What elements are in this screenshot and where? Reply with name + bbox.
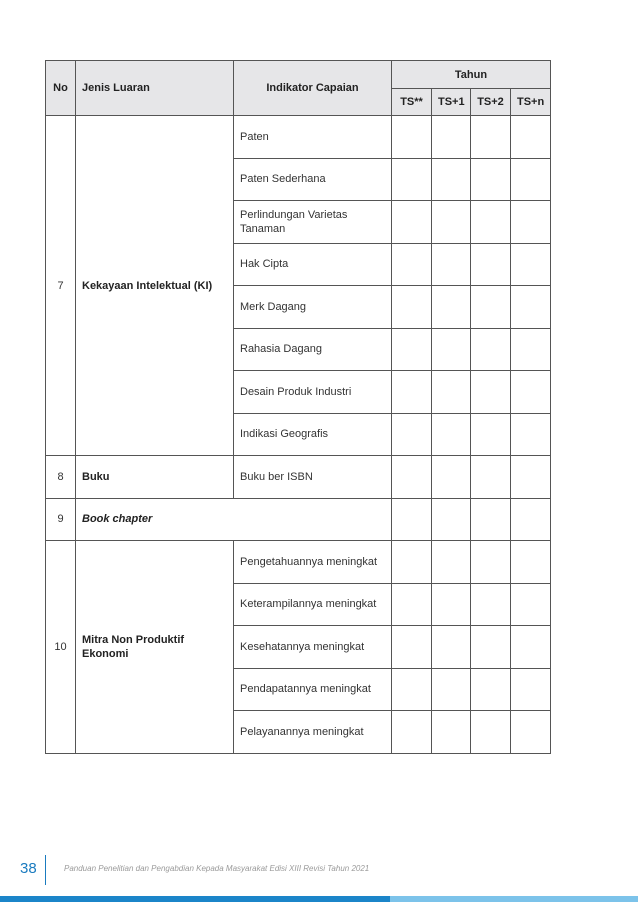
header-tahun: Tahun (392, 61, 551, 89)
cell-tsn[interactable] (511, 243, 551, 286)
cell-ts2[interactable] (471, 243, 511, 286)
cell-ts1[interactable] (432, 541, 471, 584)
cell-tsn[interactable] (511, 328, 551, 371)
cell-ts1[interactable] (432, 158, 471, 201)
cell-ts1[interactable] (432, 498, 471, 541)
cell-ts1[interactable] (432, 328, 471, 371)
cell-ts[interactable] (392, 286, 432, 329)
cell-ts2[interactable] (471, 286, 511, 329)
cell-ts[interactable] (392, 116, 432, 159)
row-indikator: Pengetahuannya meningkat (234, 541, 392, 584)
cell-ts[interactable] (392, 371, 432, 414)
cell-ts2[interactable] (471, 626, 511, 669)
header-indikator-capaian: Indikator Capaian (234, 61, 392, 116)
cell-tsn[interactable] (511, 158, 551, 201)
cell-tsn[interactable] (511, 498, 551, 541)
cell-ts[interactable] (392, 583, 432, 626)
cell-ts[interactable] (392, 201, 432, 244)
cell-ts[interactable] (392, 498, 432, 541)
cell-ts1[interactable] (432, 201, 471, 244)
row-indikator: Paten Sederhana (234, 158, 392, 201)
cell-tsn[interactable] (511, 371, 551, 414)
cell-ts2[interactable] (471, 583, 511, 626)
cell-tsn[interactable] (511, 286, 551, 329)
cell-ts2[interactable] (471, 456, 511, 499)
row-jenis-luaran: Mitra Non Produktif Ekonomi (76, 541, 234, 754)
cell-ts2[interactable] (471, 413, 511, 456)
cell-tsn[interactable] (511, 201, 551, 244)
cell-ts[interactable] (392, 243, 432, 286)
row-indikator: Buku ber ISBN (234, 456, 392, 499)
cell-ts1[interactable] (432, 286, 471, 329)
cell-ts[interactable] (392, 711, 432, 754)
cell-ts1[interactable] (432, 243, 471, 286)
cell-ts1[interactable] (432, 116, 471, 159)
row-no: 10 (46, 541, 76, 754)
cell-ts1[interactable] (432, 626, 471, 669)
cell-ts2[interactable] (471, 201, 511, 244)
cell-ts[interactable] (392, 456, 432, 499)
cell-ts[interactable] (392, 158, 432, 201)
header-year-ts2: TS+2 (471, 89, 511, 116)
row-indikator: Paten (234, 116, 392, 159)
cell-tsn[interactable] (511, 456, 551, 499)
cell-ts2[interactable] (471, 116, 511, 159)
row-indikator: Indikasi Geografis (234, 413, 392, 456)
row-jenis-luaran: Buku (76, 456, 234, 499)
header-year-ts1: TS+1 (432, 89, 471, 116)
cell-ts1[interactable] (432, 371, 471, 414)
cell-ts[interactable] (392, 541, 432, 584)
cell-ts2[interactable] (471, 158, 511, 201)
row-indikator: Desain Produk Industri (234, 371, 392, 414)
table-row (46, 498, 551, 541)
cell-ts[interactable] (392, 413, 432, 456)
row-indikator: Hak Cipta (234, 243, 392, 286)
cell-ts[interactable] (392, 626, 432, 669)
bottom-accent-bar (0, 896, 390, 902)
header-no: No (46, 61, 76, 116)
row-no: 8 (46, 456, 76, 499)
cell-ts1[interactable] (432, 456, 471, 499)
cell-ts2[interactable] (471, 541, 511, 584)
cell-tsn[interactable] (511, 116, 551, 159)
cell-tsn[interactable] (511, 413, 551, 456)
cell-tsn[interactable] (511, 583, 551, 626)
row-indikator: Pendapatannya meningkat (234, 668, 392, 711)
page-number: 38 (20, 860, 37, 877)
footer-divider (45, 855, 46, 885)
cell-ts[interactable] (392, 668, 432, 711)
table-row (46, 541, 551, 584)
header-year-ts: TS** (392, 89, 432, 116)
cell-ts2[interactable] (471, 668, 511, 711)
cell-ts1[interactable] (432, 668, 471, 711)
bottom-accent-bar-light (390, 896, 638, 902)
row-indikator: Perlindungan Varietas Tanaman (234, 201, 392, 244)
output-table (45, 60, 551, 754)
cell-ts[interactable] (392, 328, 432, 371)
row-indikator: Rahasia Dagang (234, 328, 392, 371)
table-row (46, 116, 551, 159)
header-jenis-luaran: Jenis Luaran (76, 61, 234, 116)
row-indikator: Merk Dagang (234, 286, 392, 329)
header-year-tsn: TS+n (511, 89, 551, 116)
cell-ts1[interactable] (432, 711, 471, 754)
row-indikator: Pelayanannya meningkat (234, 711, 392, 754)
cell-ts1[interactable] (432, 583, 471, 626)
cell-tsn[interactable] (511, 626, 551, 669)
row-indikator: Kesehatannya meningkat (234, 626, 392, 669)
row-jenis-luaran: Kekayaan Intelektual (KI) (76, 116, 234, 456)
row-no: 7 (46, 116, 76, 456)
table-row (46, 456, 551, 499)
cell-ts2[interactable] (471, 498, 511, 541)
cell-tsn[interactable] (511, 541, 551, 584)
cell-ts1[interactable] (432, 413, 471, 456)
cell-ts2[interactable] (471, 328, 511, 371)
cell-ts2[interactable] (471, 371, 511, 414)
cell-tsn[interactable] (511, 668, 551, 711)
row-no: 9 (46, 498, 76, 541)
row-jenis-luaran: Book chapter (76, 498, 392, 541)
row-indikator: Keterampilannya meningkat (234, 583, 392, 626)
cell-ts2[interactable] (471, 711, 511, 754)
cell-tsn[interactable] (511, 711, 551, 754)
footer-title: Panduan Penelitian dan Pengabdian Kepada Masyarakat Edisi XIII Revisi Tahun 2021 (64, 864, 370, 873)
